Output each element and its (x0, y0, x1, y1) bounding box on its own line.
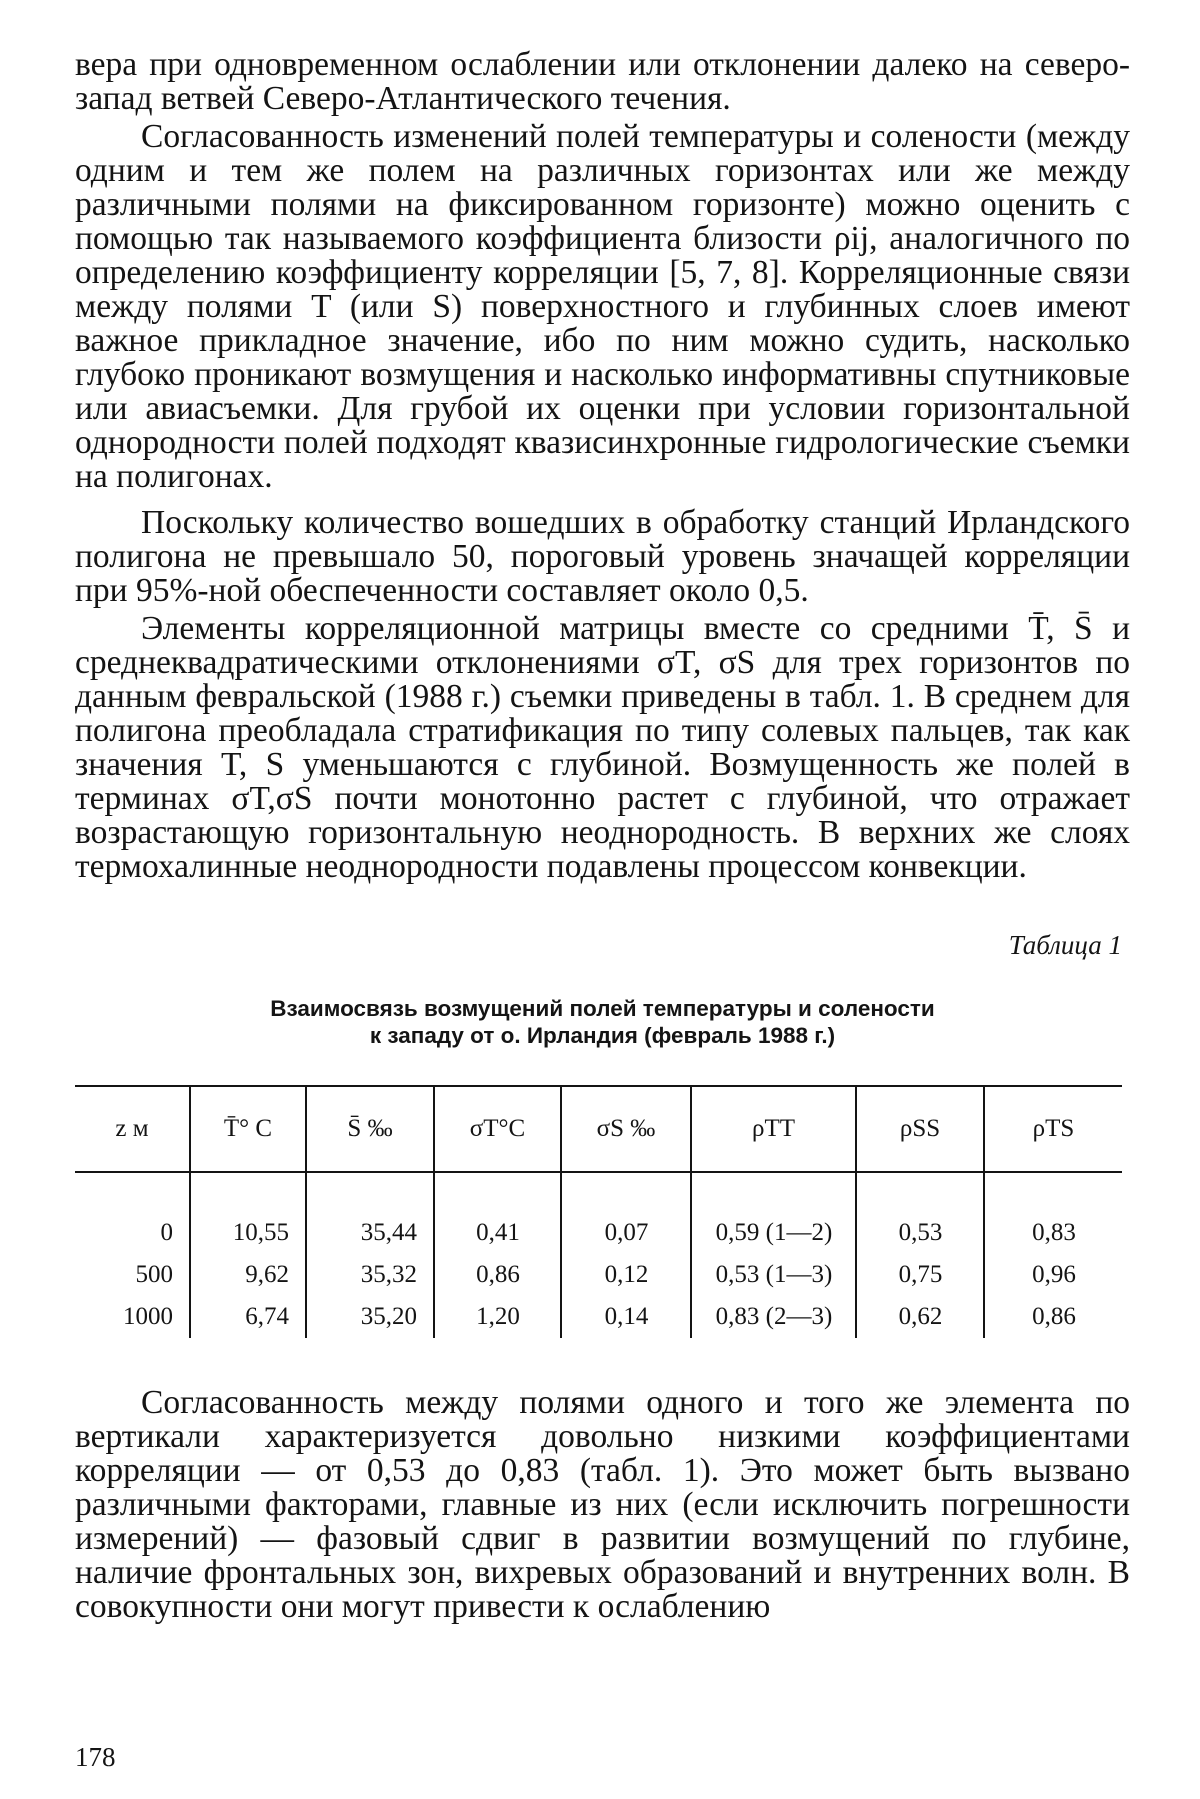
column-header-rho-tt: ρTT (691, 1086, 856, 1172)
data-table (75, 1085, 1122, 1338)
table-label: Таблица 1 (1008, 930, 1122, 960)
paragraph-3: Поскольку количество вошедших в обработку станций Ирландского полигона не превышало 50, пороговый уровень значащей корреляции при 95%-ной обеспеченности составляет около 0,5. (75, 504, 1130, 609)
table-cell: 35,32 (306, 1254, 434, 1296)
page (75, 48, 1130, 1624)
table-cell: 35,44 (306, 1172, 434, 1254)
table-cell: 0,96 (984, 1254, 1122, 1296)
table-cell: 0,59 (1—2) (691, 1172, 856, 1254)
table-cell: 1000 (123, 1303, 173, 1330)
table-cell: 0,86 (434, 1254, 561, 1296)
column-header-rho-ts: ρTS (984, 1086, 1122, 1172)
table-row (75, 1254, 1122, 1296)
table-cell: 6,74 (190, 1296, 306, 1338)
table-cell: 0,86 (984, 1296, 1122, 1338)
paragraph-4: Элементы корреляционной матрицы вместе со средними T̄, S̄ и среднеквадратическими отклонениями σT, σS для трех горизонтов по данным февральской (1988 г.) съемки приведены в табл. 1. В среднем для полигона преобладала стратификация по типу солевых пальцев, так как значения T, S уменьшаются с глубиной. Возмущенность же полей в терминах σT,σS почти монотонно растет с глубиной, что отражает возрастающую горизонтальную неоднородность. В верхних же слоях термохалинные неоднородности подавлены процессом конвекции. (75, 610, 1130, 885)
table-cell: 9,62 (190, 1254, 306, 1296)
table-cell: 10,55 (190, 1172, 306, 1254)
table-title-line-2: к западу от о. Ирландия (февраль 1988 г.) (369, 1023, 836, 1048)
column-header-sigma-s: σS ‰ (561, 1086, 691, 1172)
table-cell: 1,20 (434, 1296, 561, 1338)
page-number: 178 (75, 1742, 116, 1772)
table-title (75, 995, 1130, 1049)
table-cell: 0,53 (856, 1172, 984, 1254)
column-header-sigma-t: σT°C (434, 1086, 561, 1172)
table-header-row (75, 1086, 1122, 1172)
table-cell: 500 (135, 1261, 173, 1288)
table-row (75, 1172, 1122, 1254)
table-cell: 0,62 (856, 1296, 984, 1338)
table-cell: 0,83 (2—3) (691, 1296, 856, 1338)
paragraph-1: вера при одновременном ослаблении или отклонении далеко на северо-запад ветвей Северо-Атлантического течения. (75, 46, 1130, 117)
paragraph-2: Согласованность изменений полей температуры и солености (между одним и тем же полем на различных горизонтах или же между различными полями на фиксированном горизонте) можно оценить с помощью так называемого коэффициента близости ρij, аналогичного по определению коэффициенту корреляции [5, 7, 8]. Корреляционные связи между полями T (или S) поверхностного и глубинных слоев имеют важное прикладное значение, ибо по ним можно судить, насколько глубоко проникают возмущения и насколько информативны спутниковые или авиасъемки. Для грубой их оценки при условии горизонтальной однородности полей подходят квазисинхронные гидрологические съемки на полигонах. (75, 118, 1130, 495)
table-cell: 0,14 (561, 1296, 691, 1338)
table-cell: 35,20 (306, 1296, 434, 1338)
column-header-mean-temperature: T̄° C (190, 1086, 306, 1172)
column-header-depth: z м (75, 1086, 190, 1172)
paragraph-5: Согласованность между полями одного и того же элемента по вертикали характеризуется довольно низкими коэффициентами корреляции — от 0,53 до 0,83 (табл. 1). Это может быть вызвано различными факторами, главные из них (если исключить погрешности измерений) — фазовый сдвиг в развитии возмущений по глубине, наличие фронтальных зон, вихревых образований и внутренних волн. В совокупности они могут привести к ослаблению (75, 1384, 1130, 1625)
table-title-line-1: Взаимосвязь возмущений полей температуры и солености (270, 996, 935, 1021)
table-cell: 0,53 (1—3) (691, 1254, 856, 1296)
column-header-rho-ss: ρSS (856, 1086, 984, 1172)
table-cell: 0,07 (561, 1172, 691, 1254)
table-cell: 0,75 (856, 1254, 984, 1296)
table-cell: 0 (160, 1219, 173, 1246)
table-row (75, 1296, 1122, 1338)
column-header-mean-salinity: S̄ ‰ (306, 1086, 434, 1172)
table-cell: 0,83 (984, 1172, 1122, 1254)
table-cell: 0,12 (561, 1254, 691, 1296)
table-cell: 0,41 (434, 1172, 561, 1254)
